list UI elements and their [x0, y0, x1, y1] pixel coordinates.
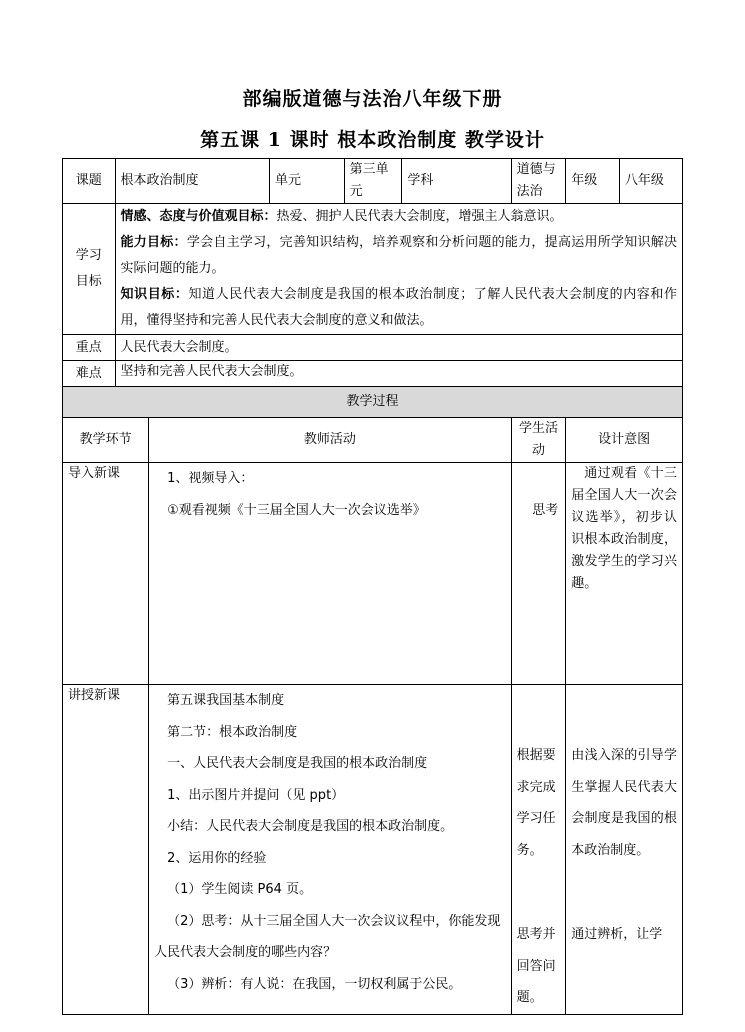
- key-point-text: 人民代表大会制度。: [115, 335, 682, 361]
- col-student-header: 学生活动: [511, 418, 566, 463]
- intro-teacher: 1、视频导入： ①观看视频《十三届全国人大一次会议选举》: [149, 463, 512, 685]
- column-header-row: [63, 418, 683, 463]
- topic-label: 课题: [63, 159, 116, 204]
- process-header-row: [63, 387, 683, 418]
- unit-label: 单元: [269, 159, 344, 204]
- info-row: [63, 159, 683, 204]
- knowledge-goal: 知识目标：知道人民代表大会制度是我国的根本政治制度；了解人民代表大会制度的内容和作用，懂得坚持和完善人民代表大会制度的意义和做法。: [120, 287, 677, 328]
- intro-student: 思考: [511, 463, 566, 685]
- grade-value: 八年级: [619, 159, 682, 204]
- col-teacher-header: 教师活动: [149, 418, 512, 463]
- lecture-teacher: 第五课我国基本制度 第二节：根本政治制度 一、人民代表大会制度是我国的根本政治制度 1、出示图片并提问（见 ppt） 小结：人民代表大会制度是我国的根本政治制度。 2、运用你的经验 （1）学生阅读 P64 页。 （2）思考：从十三届全国人大一次会议议程中，你能发现人民代表大会制度的哪些内容？ （3）辨析：有人说：在我国，一切权利属于公民。: [149, 685, 512, 1015]
- lecture-stage: 讲授新课: [63, 685, 149, 1015]
- ability-goal: 能力目标：学会自主学习，完善知识结构，培养观察和分析问题的能力，提高运用所学知识解决实际问题的能力。: [120, 235, 677, 276]
- grade-label: 年级: [566, 159, 620, 204]
- goals-label: 学习目标: [63, 204, 116, 335]
- lecture-row: [63, 685, 683, 1015]
- goals-row: [63, 204, 683, 335]
- goals-content: [115, 204, 682, 335]
- key-point-row: [63, 335, 683, 361]
- col-stage-header: 教学环节: [63, 418, 149, 463]
- process-header: 教学过程: [63, 387, 683, 418]
- col-design-header: 设计意图: [566, 418, 683, 463]
- topic-value: 根本政治制度: [115, 159, 269, 204]
- difficulty-text: 坚持和完善人民代表大会制度。: [115, 361, 682, 387]
- intro-stage: 导入新课: [63, 463, 149, 685]
- intro-row: [63, 463, 683, 685]
- lesson-plan-table: [62, 158, 683, 1015]
- unit-value: 第三单元: [344, 159, 402, 204]
- document-title: 部编版道德与法治八年级下册: [242, 88, 503, 110]
- emotion-goal: 情感、态度与价值观目标：热爱、拥护人民代表大会制度，增强主人翁意识。: [120, 209, 563, 224]
- difficulty-label: 难点: [63, 361, 116, 387]
- intro-design: 通过观看《十三届全国人大一次会议选举》，初步认识根本政治制度，激发学生的学习兴趣。: [566, 463, 683, 685]
- subject-label: 学科: [402, 159, 511, 204]
- lecture-student: 根据要求完成学习任务。 思考并回答问题。: [511, 685, 566, 1015]
- lecture-design: 由浅入深的引导学生掌握人民代表大会制度是我国的根本政治制度。 通过辨析，让学: [566, 685, 683, 1015]
- key-point-label: 重点: [63, 335, 116, 361]
- document-subtitle: 第五课 1 课时 根本政治制度 教学设计: [200, 129, 545, 151]
- difficulty-row: [63, 361, 683, 387]
- subject-value: 道德与法治: [511, 159, 566, 204]
